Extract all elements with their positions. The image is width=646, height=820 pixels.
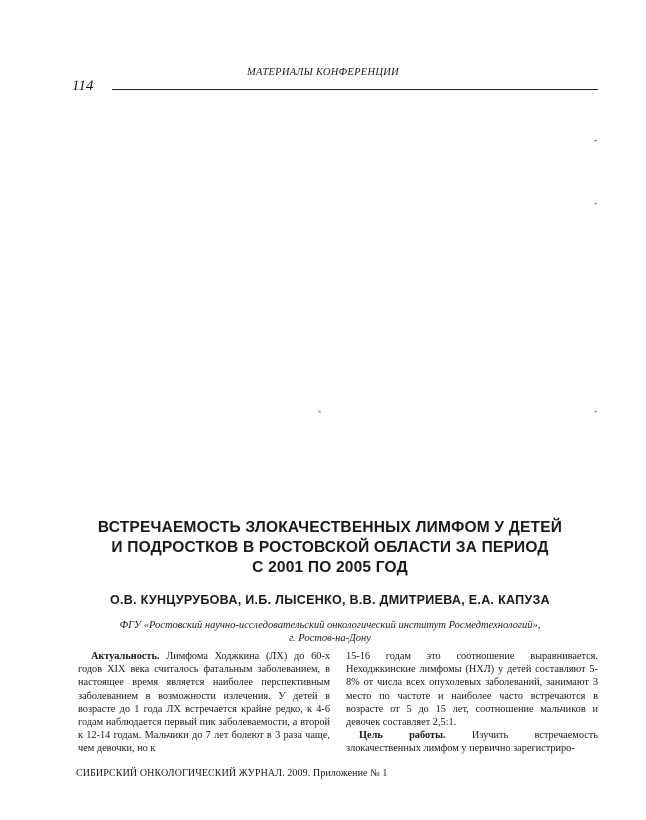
stray-dash-mark: - — [318, 406, 321, 416]
paragraph-lead: Актуальность. — [91, 651, 160, 662]
paragraph-relevance — [78, 650, 330, 756]
article-authors: О.В. КУНЦУРУБОВА, И.Б. ЛЫСЕНКО, В.В. ДМИТРИЕВА, Е.А. КАПУЗА — [110, 593, 550, 607]
article-title-line: И ПОДРОСТКОВ В РОСТОВСКОЙ ОБЛАСТИ ЗА ПЕРИОД — [111, 539, 549, 556]
stray-dash-mark: - — [594, 198, 597, 208]
running-head: МАТЕРИАЛЫ КОНФЕРЕНЦИИ — [246, 67, 400, 78]
paragraph-text: Лимфома Ходжкина (ЛХ) до 60-х годов XIX века считалось фатальным заболеванием, в настоящее время является наиболее перспективным заболеванием в возможности излечения. У детей в возрасте до 1 года ЛХ встречается крайне редко, к 4-6 годам наблюдается первый пик заболеваемости, а второй к 12-14 годам. Мальчики до 7 лет болеют в 3 раза чаще, чем девочки, но к — [78, 651, 330, 755]
paragraph-continuation: 15-16 годам это соотношение выравнивается. Неходжкинские лимфомы (НХЛ) у детей составляют 5-8% от числа всех опухолевых заболеваний, занимают 3 место по частоте и наиболее часто встречаются в возрасте от 5 до 15 лет, соотношение мальчиков и девочек составляет 2,5:1. — [346, 651, 598, 729]
body-column-right — [346, 650, 598, 756]
paragraph-text: Изучить встречаемость злокачественных лимфом у первично зарегистриро- — [346, 730, 598, 755]
article-affiliation — [60, 619, 600, 645]
journal-footer: СИБИРСКИЙ ОНКОЛОГИЧЕСКИЙ ЖУРНАЛ. 2009. Приложение № 1 — [76, 768, 388, 779]
stray-dash-mark: - — [594, 135, 597, 145]
page-number: 114 — [72, 78, 94, 94]
body-column-left — [78, 650, 330, 756]
affiliation-line: г. Ростов-на-Дону — [289, 633, 371, 644]
paragraph-lead: Цель работы. — [359, 730, 446, 742]
article-title-line: ВСТРЕЧАЕМОСТЬ ЗЛОКАЧЕСТВЕННЫХ ЛИМФОМ У ДЕТЕЙ — [97, 519, 563, 536]
paragraph-aim — [346, 729, 598, 755]
article-title — [60, 518, 600, 578]
header-rule — [112, 89, 598, 90]
article-title-line: С 2001 ПО 2005 ГОД — [252, 559, 408, 576]
affiliation-line: ФГУ «Ростовский научно-исследовательский онкологический институт Росмедтехнологий», — [119, 620, 541, 631]
stray-dash-mark: - — [594, 406, 597, 416]
